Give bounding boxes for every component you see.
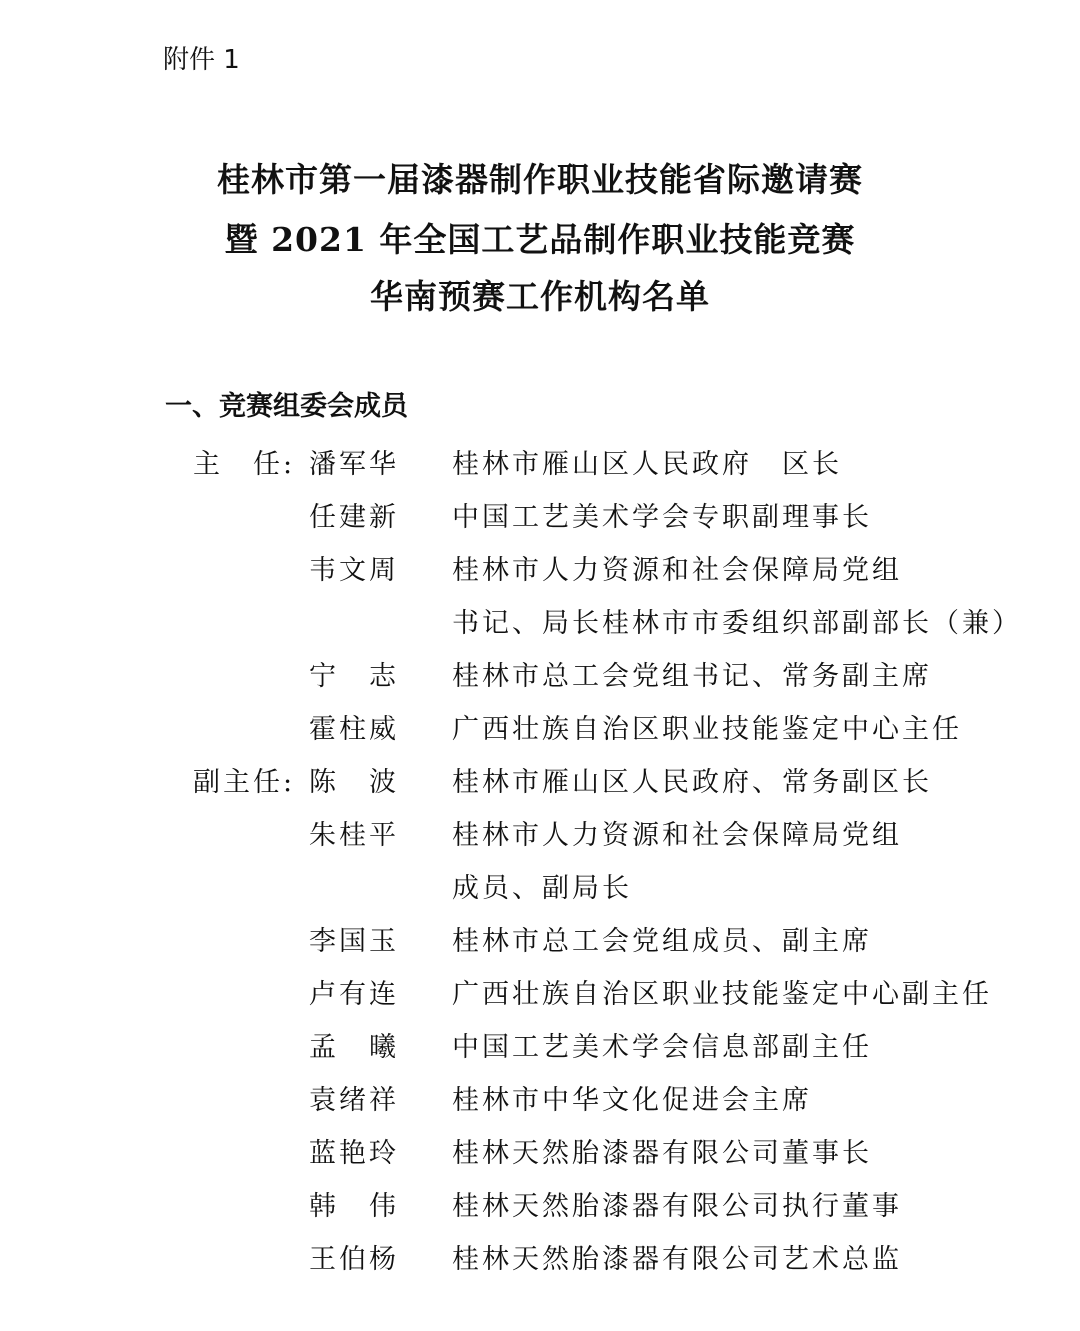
member-name: 蓝艳玲 (309, 1138, 399, 1169)
member-row (0, 1081, 1080, 1121)
member-name: 袁绪祥 (309, 1085, 399, 1116)
member-row (0, 975, 1080, 1015)
member-row (0, 763, 1080, 803)
member-row (0, 498, 1080, 538)
member-name: 李国玉 (309, 926, 399, 957)
member-role: 副主任: (193, 767, 296, 798)
member-name: 王伯杨 (309, 1244, 399, 1275)
member-position: 广西壮族自治区职业技能鉴定中心主任 (452, 714, 962, 745)
member-row (0, 1187, 1080, 1227)
member-position: 中国工艺美术学会专职副理事长 (452, 502, 872, 533)
member-position: 书记、局长桂林市市委组织部副部长（兼） (452, 608, 1022, 639)
member-name: 潘军华 (309, 449, 399, 480)
member-row (0, 551, 1080, 591)
member-row (0, 816, 1080, 856)
member-row (0, 1028, 1080, 1068)
member-name: 任建新 (309, 502, 399, 533)
member-name: 陈 波 (309, 767, 399, 798)
member-row (0, 922, 1080, 962)
member-row (0, 657, 1080, 697)
title-line-3: 华南预赛工作机构名单 (370, 277, 710, 316)
member-row (0, 1240, 1080, 1280)
title-line-1: 桂林市第一届漆器制作职业技能省际邀请赛 (217, 160, 863, 199)
member-name: 韩 伟 (309, 1191, 399, 1222)
member-position: 桂林天然胎漆器有限公司艺术总监 (452, 1244, 902, 1275)
member-position: 桂林市中华文化促进会主席 (452, 1085, 812, 1116)
member-position: 桂林市雁山区人民政府、常务副区长 (452, 767, 932, 798)
member-name: 卢有连 (309, 979, 399, 1010)
member-position: 桂林市雁山区人民政府 区长 (452, 449, 842, 480)
member-row (0, 710, 1080, 750)
member-row (0, 445, 1080, 485)
member-name: 朱桂平 (309, 820, 399, 851)
member-row (0, 869, 1080, 909)
member-position: 桂林市总工会党组成员、副主席 (452, 926, 872, 957)
member-position: 中国工艺美术学会信息部副主任 (452, 1032, 872, 1063)
member-position: 广西壮族自治区职业技能鉴定中心副主任 (452, 979, 992, 1010)
section-heading: 一、竞赛组委会成员 (165, 391, 408, 422)
member-name: 霍柱威 (309, 714, 399, 745)
member-position: 桂林市总工会党组书记、常务副主席 (452, 661, 932, 692)
member-position: 桂林天然胎漆器有限公司执行董事 (452, 1191, 902, 1222)
member-position: 桂林市人力资源和社会保障局党组 (452, 820, 902, 851)
member-row (0, 1134, 1080, 1174)
member-position: 桂林市人力资源和社会保障局党组 (452, 555, 902, 586)
member-position: 桂林天然胎漆器有限公司董事长 (452, 1138, 872, 1169)
title-line-2: 暨 2021 年全国工艺品制作职业技能竞赛 (224, 220, 856, 259)
attachment-label: 附件 1 (163, 45, 240, 75)
member-name: 韦文周 (309, 555, 399, 586)
member-role: 主 任: (193, 449, 296, 480)
member-row (0, 604, 1080, 644)
member-name: 孟 曦 (309, 1032, 399, 1063)
member-position: 成员、副局长 (452, 873, 632, 904)
member-name: 宁 志 (309, 661, 399, 692)
